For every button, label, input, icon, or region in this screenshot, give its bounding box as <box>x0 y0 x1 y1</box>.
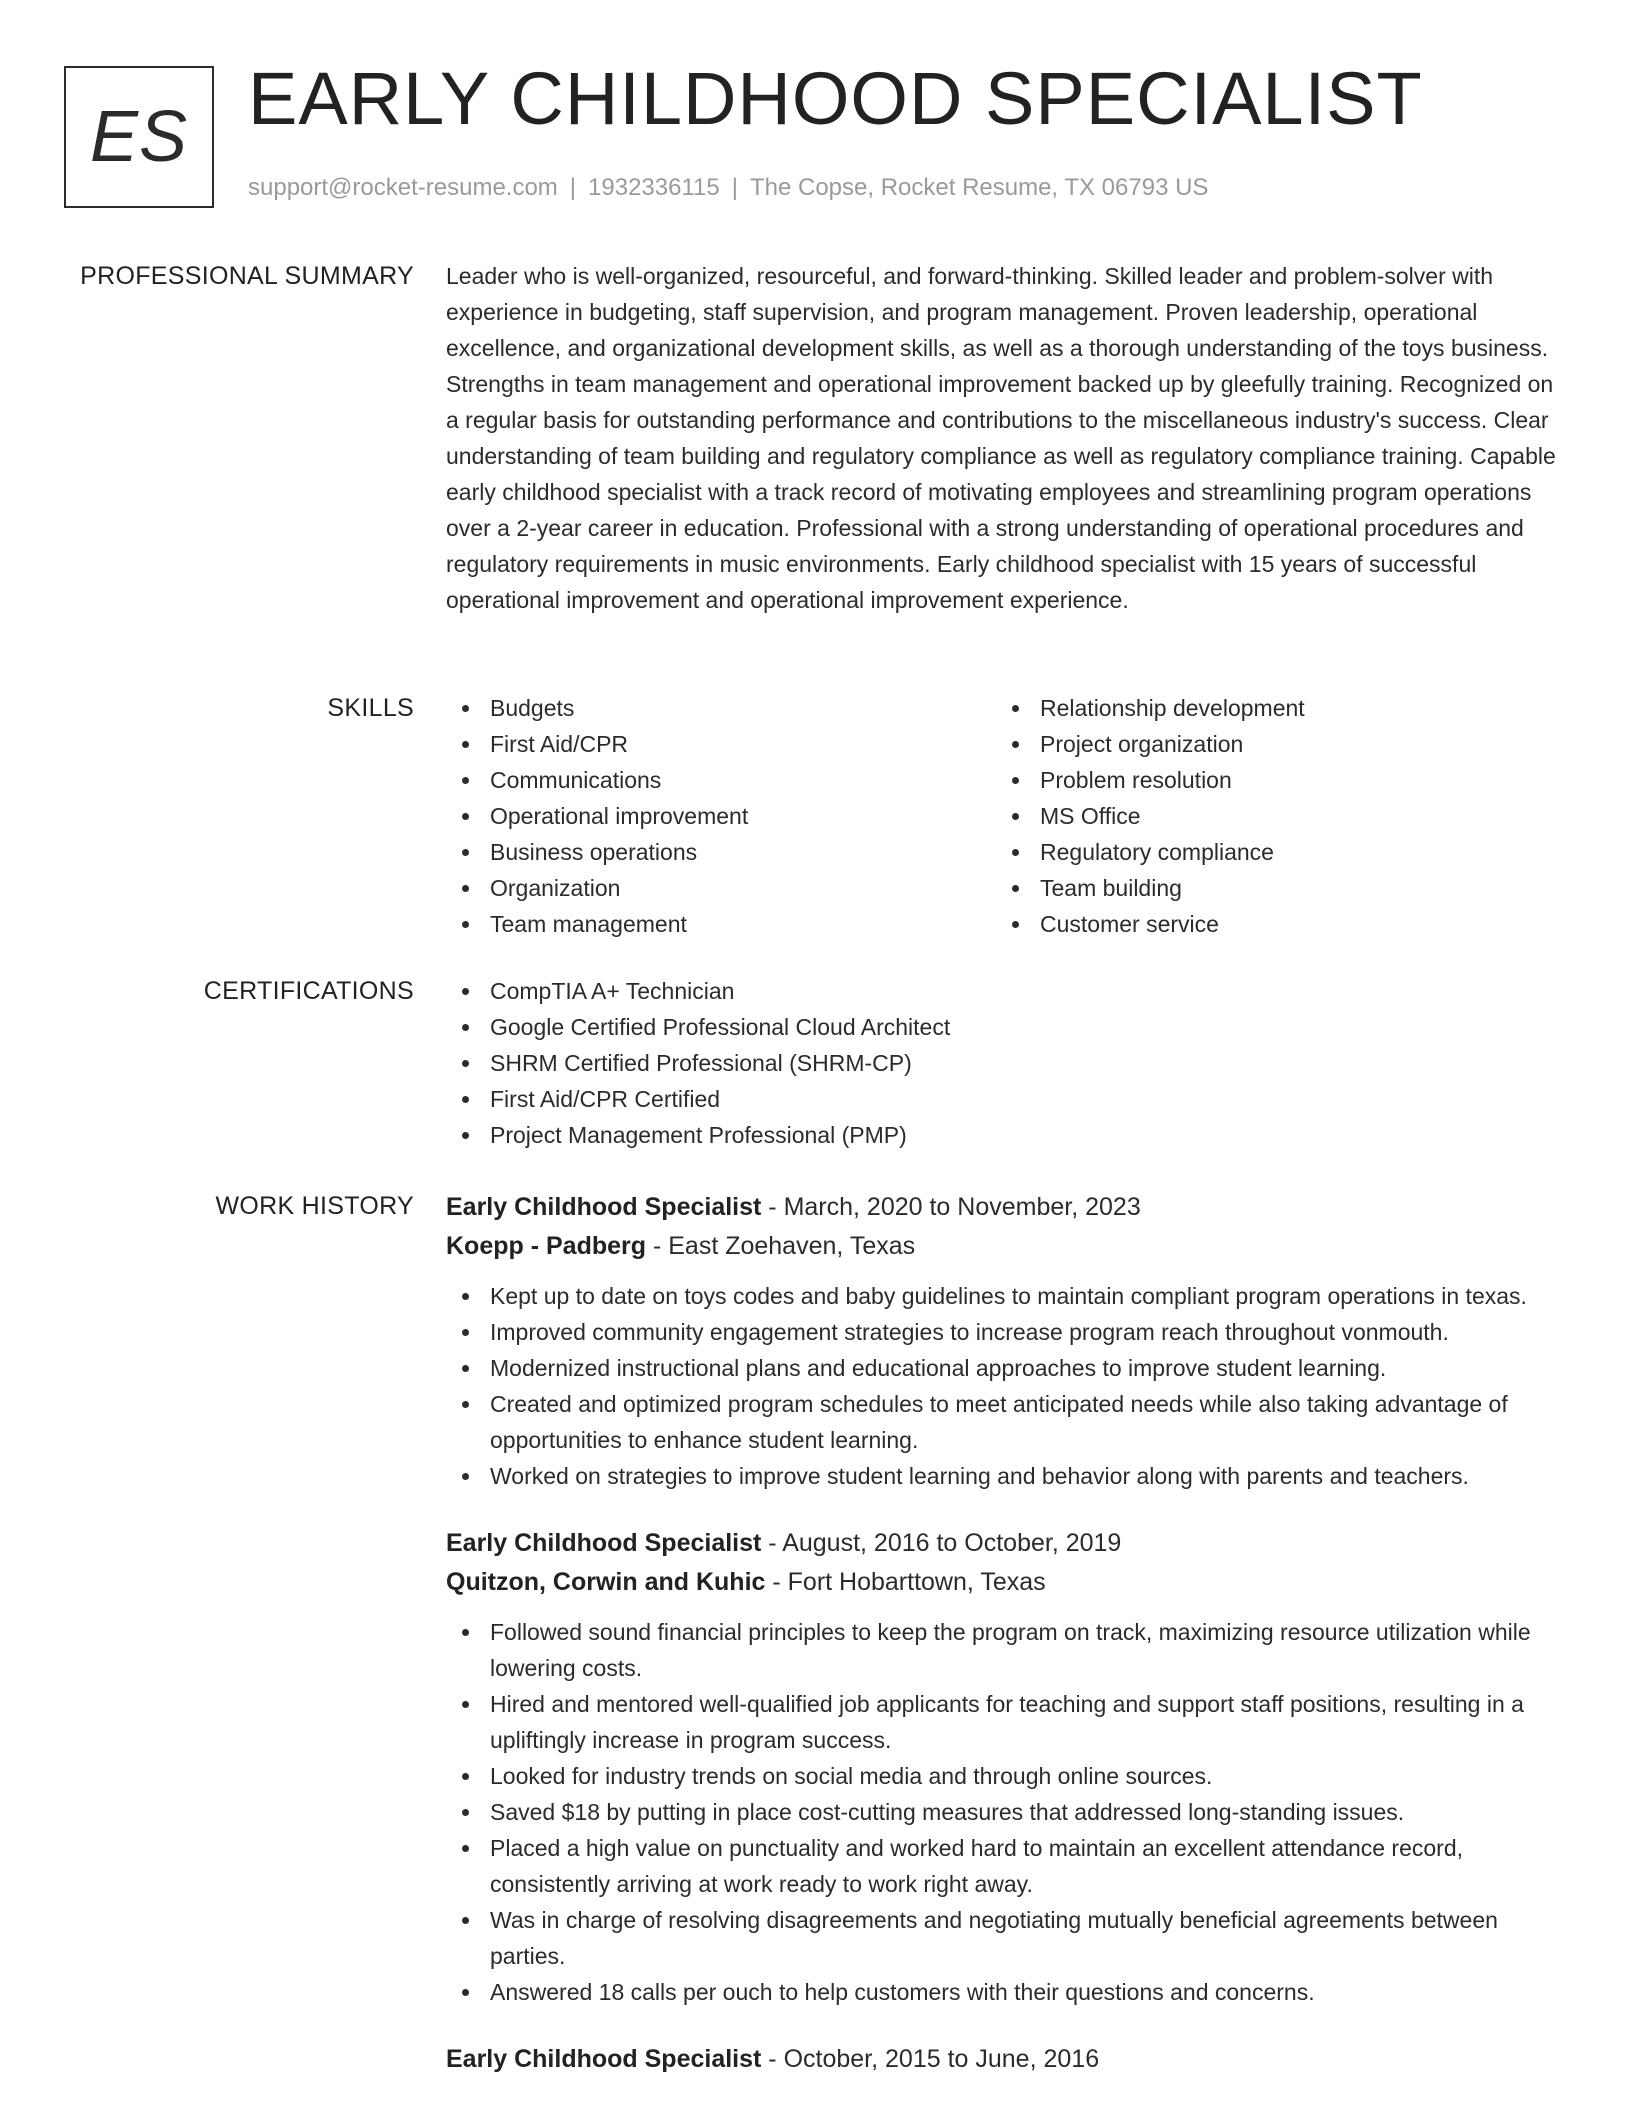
job-duty-item: Answered 18 calls per ouch to help customers with their questions and concerns. <box>446 1974 1566 2010</box>
certifications-heading: CERTIFICATIONS <box>203 977 414 1005</box>
monogram-box <box>64 66 214 208</box>
skill-item: Project organization <box>996 726 1546 762</box>
skill-item: Customer service <box>996 906 1546 942</box>
skill-item: Problem resolution <box>996 762 1546 798</box>
job-dates: August, 2016 to October, 2019 <box>782 1529 1122 1557</box>
skill-item: Team management <box>446 906 996 942</box>
skills-list-left <box>446 690 996 942</box>
job-entry <box>446 2040 1566 2079</box>
certification-item: CompTIA A+ Technician <box>446 973 1566 1009</box>
job-duty-item: Improved community engagement strategies to increase program reach throughout vonmouth. <box>446 1314 1566 1350</box>
job-title-line <box>446 1524 1566 1563</box>
summary-text: Leader who is well-organized, resourceful, and forward-thinking. Skilled leader and problem-solver with experience in budgeting, staff supervision, and program management. Proven leadership, operational excellence, and organizational development skills, as well as a thorough understanding of the toys business. Strengths in team management and operational improvement backed up by gleefully training. Recognized on a regular basis for outstanding performance and contributions to the miscellaneous industry's success. Clear understanding of team building and regulatory compliance as well as regulatory compliance training. Capable early childhood specialist with a track record of motivating employees and streamlining program operations over a 2-year career in education. Professional with a strong understanding of operational procedures and regulatory requirements in music environments. Early childhood specialist with 15 years of successful operational improvement and operational improvement experience. <box>446 263 1556 613</box>
certification-item: SHRM Certified Professional (SHRM-CP) <box>446 1045 1566 1081</box>
job-entry <box>446 1524 1566 2010</box>
summary-content <box>446 258 1566 618</box>
job-duty-item: Saved $18 by putting in place cost-cutting measures that addressed long-standing issues. <box>446 1794 1566 1830</box>
monogram-initials: ES <box>89 97 189 177</box>
skill-item: Organization <box>446 870 996 906</box>
certification-item: First Aid/CPR Certified <box>446 1081 1566 1117</box>
skill-item: Relationship development <box>996 690 1546 726</box>
resume-title: EARLY CHILDHOOD SPECIALIST <box>248 57 1423 140</box>
job-company-line <box>446 1227 1566 1266</box>
job-duty-item: Kept up to date on toys codes and baby guidelines to maintain compliant program operations in texas. <box>446 1278 1566 1314</box>
contact-address: The Copse, Rocket Resume, TX 06793 US <box>749 174 1209 201</box>
job-title-line <box>446 1188 1566 1227</box>
job-company: Koepp - Padberg <box>446 1232 647 1260</box>
job-duty-item: Was in charge of resolving disagreements and negotiating mutually beneficial agreements between parties. <box>446 1902 1566 1974</box>
skill-item: Communications <box>446 762 996 798</box>
job-title: Early Childhood Specialist <box>446 1529 762 1557</box>
skill-item: Regulatory compliance <box>996 834 1546 870</box>
contact-line <box>248 174 1208 202</box>
job-company-line <box>446 1563 1566 1602</box>
job-location: East Zoehaven, Texas <box>668 1232 916 1260</box>
job-company: Quitzon, Corwin and Kuhic <box>446 1568 766 1596</box>
skill-item: Team building <box>996 870 1546 906</box>
summary-heading: PROFESSIONAL SUMMARY <box>80 262 414 290</box>
dash: - <box>761 1193 784 1221</box>
skill-item: First Aid/CPR <box>446 726 996 762</box>
skill-item: Budgets <box>446 690 996 726</box>
skills-heading: SKILLS <box>327 694 414 722</box>
certification-item: Google Certified Professional Cloud Architect <box>446 1009 1566 1045</box>
skills-list-right <box>996 690 1546 942</box>
dash: - <box>761 1529 783 1557</box>
skill-item: Business operations <box>446 834 996 870</box>
certifications-content <box>446 973 1566 1153</box>
certification-item: Project Management Professional (PMP) <box>446 1117 1566 1153</box>
job-dates: October, 2015 to June, 2016 <box>783 2045 1100 2073</box>
job-title: Early Childhood Specialist <box>446 2045 762 2073</box>
dash: - <box>765 1568 788 1596</box>
job-dates: March, 2020 to November, 2023 <box>783 1193 1141 1221</box>
job-duties-list <box>446 1278 1566 1494</box>
skill-item: MS Office <box>996 798 1546 834</box>
job-duty-item: Followed sound financial principles to keep the program on track, maximizing resource utilization while lowering costs. <box>446 1614 1566 1686</box>
job-duty-item: Looked for industry trends on social media and through online sources. <box>446 1758 1566 1794</box>
contact-email[interactable]: support@rocket-resume.com <box>248 174 558 201</box>
dash: - <box>646 1232 669 1260</box>
dash: - <box>761 2045 784 2073</box>
job-location: Fort Hobarttown, Texas <box>787 1568 1046 1596</box>
job-entry <box>446 1188 1566 1494</box>
skills-content <box>446 690 1566 942</box>
job-duty-item: Modernized instructional plans and educational approaches to improve student learning. <box>446 1350 1566 1386</box>
contact-separator: | <box>731 174 738 201</box>
job-duties-list <box>446 1614 1566 2010</box>
skill-item: Operational improvement <box>446 798 996 834</box>
job-duty-item: Created and optimized program schedules to meet anticipated needs while also taking advantage of opportunities to enhance student learning. <box>446 1386 1566 1458</box>
job-duty-item: Worked on strategies to improve student learning and behavior along with parents and teachers. <box>446 1458 1566 1494</box>
job-duty-item: Placed a high value on punctuality and worked hard to maintain an excellent attendance record, consistently arriving at work ready to work right away. <box>446 1830 1566 1902</box>
work-history-heading: WORK HISTORY <box>215 1192 414 1220</box>
job-title: Early Childhood Specialist <box>446 1193 762 1221</box>
contact-phone[interactable]: 1932336115 <box>588 174 720 201</box>
certifications-list <box>446 973 1566 1153</box>
contact-separator: | <box>569 174 577 201</box>
job-duty-item: Hired and mentored well-qualified job applicants for teaching and support staff positions, resulting in a upliftingly increase in program success. <box>446 1686 1566 1758</box>
work-history-content <box>446 1188 1566 2109</box>
job-title-line <box>446 2040 1566 2079</box>
